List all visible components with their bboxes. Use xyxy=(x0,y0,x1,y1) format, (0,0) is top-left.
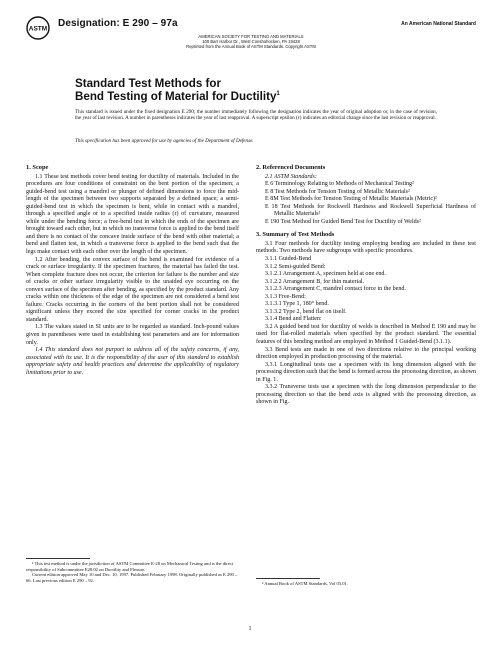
method-item: 3.1.2 Semi-guided Bend: xyxy=(265,263,326,270)
document-title xyxy=(75,77,435,103)
society-name: AMERICAN SOCIETY FOR TESTING AND MATERIALS xyxy=(198,34,304,39)
footnote-1: ¹ This test method is under the jurisdiction of ASTM Committee E-28 on Mechanical Testing and is the direct responsibility of Subcommittee E28.02 on Ductility and Flexure. xyxy=(26,561,234,572)
paragraph-1-4: 1.4 This standard does not purport to address all of the safety concerns, if any, associated with its use. It is the responsibility of the user of this standard to establish appropriate safety and health practices and determine the applicability of regulatory limitations prior to use. xyxy=(26,347,239,376)
title-line-1: Standard Test Methods for xyxy=(75,77,222,90)
method-item: 3.1.2.2 Arrangement B, for thin material. xyxy=(265,278,365,285)
summary-heading: 3. Summary of Test Methods xyxy=(256,231,335,239)
astm-logo-icon xyxy=(26,16,50,40)
footnote-right xyxy=(256,578,476,587)
astm-standards-label: 2.1 ASTM Standards: xyxy=(265,173,317,180)
footnote-rule xyxy=(256,578,320,579)
method-item: 3.1.2.3 Arrangement C, mandrel contact force in the bend. xyxy=(265,286,406,293)
paragraph-3-3: 3.3 Bend tests are made in one of two directions relative to the principal working direction employed in production processing of the material. xyxy=(256,346,476,361)
paragraph-3-3-2: 3.3.2 Transverse tests use a specimen with the long dimension perpendicular to the processing direction so that the bend axis is aligned with the processing direction, as shown in Fig. xyxy=(256,384,476,406)
scope-heading: 1. Scope xyxy=(26,164,49,171)
paragraph-1-1: 1.1 These test methods cover bend testing for ductility of materials. Included in the procedures are four conditions of constraint on the bent portion of the specimen; a guided-bend test using a mandrel or plunger of defined dimensions to force the mid-length of the specimen between two supports separated by a defined space; a semi-guided-bend test in which the specimen is bent, while in contact with a mandrel, through a specified angle or to a specified inside radius (r) of curvature, measured while under the bending force; a free-bend test in which the ends of the specimen are brought toward each other, but in which no transverse force is applied to the bend itself and there is no contact of the concave inside surface of the bend with other material; a bend and flatten test, in which a transverse force is applied to the bend such that the legs make contact with each other over the length of the specimen. xyxy=(26,173,239,256)
svg-text:ASTM: ASTM xyxy=(28,25,48,33)
method-item: 3.1.3.2 Type 2, bend flat on itself. xyxy=(265,308,347,315)
society-header xyxy=(108,34,394,50)
title-line-2: Bend Testing of Material for Ductility xyxy=(75,90,277,103)
reference-item: E 8 Test Methods for Tension Testing of Metallic Materials² xyxy=(265,188,410,195)
method-item: 3.1.3.1 Type 1, 180° bend. xyxy=(265,301,329,308)
reference-item: E 18 Test Methods for Rockwell Hardness and Rockwell Superficial Hardness of Metallic Materials² xyxy=(265,203,476,218)
method-item: 3.1.3 Free-Bend: xyxy=(265,293,306,300)
reprint-notice: Reprinted from the Annual Book of ASTM Standards. Copyright ASTM xyxy=(186,44,316,50)
method-item: 3.1.2.1 Arrangement A, specimen held at one end. xyxy=(265,271,386,278)
referenced-documents-heading: 2. Referenced Documents xyxy=(256,164,326,171)
title-footnote-mark: 1 xyxy=(276,91,280,98)
designation: Designation: E 290 – 97a xyxy=(58,18,178,29)
american-national-standard-label: An American National Standard xyxy=(401,21,476,27)
reference-item: E 190 Test Method for Guided Bend Test for Ductility of Welds² xyxy=(265,218,421,225)
approval-note: This specification has been approved for use by agencies of the Department of Defense. xyxy=(75,138,254,144)
page-number: 1 xyxy=(248,626,252,632)
footnote-1-edition: Current edition approved May 10 and Dec. 10, 1997. Published February 1998. Originally published as E 290 – 66. Last previous edition E 290 – 92. xyxy=(26,572,238,583)
paragraph-1-2: 1.2 After bending, the convex surface of the bend is examined for evidence of a crack or surface irregularity. If the specimen fractures, the material has failed the test. When complete fracture does not occur, the criterion for failure is the number and size of cracks or other surface irregularity visible to the unaided eye occurring on the convex surface of the specimen after bending, as specified by the product standard. Any cracks within one thickness of the edge of the specimen are not considered a bend test failure. Cracks occurring in the corners of the bent portion shall not be considered significant unless they exceed the size specified for corner cracks in the product standard. xyxy=(26,256,239,323)
society-address: 100 Barr Harbor Dr., West Conshohocken, PA 19428 xyxy=(202,39,300,45)
left-column xyxy=(26,164,239,377)
paragraph-1-3: 1.3 The values stated in SI units are to be regarded as standard. Inch-pound values given in parentheses were used in establishing test parameters and are for information only. xyxy=(26,324,239,346)
method-item: 3.1.1 Guided-Bend xyxy=(265,256,312,263)
paragraph-3-3-1: 3.3.1 Longitudinal tests use a specimen with its long dimension aligned with the processing direction such that the bend is formed across the processing direction, as shown in Fig. 1. xyxy=(256,361,476,383)
right-column xyxy=(256,164,476,407)
issuance-note: This standard is issued under the fixed designation E 290; the number immediately following the designation indicates the year of original adoption or, in the case of revision, the year of last revision. A number in parentheses indicates the year of last reapproval. A superscript epsilon (ε) indicates an editorial change since the last revision or reapproval. xyxy=(75,109,437,122)
method-item: 3.1.4 Bend and Flatten: xyxy=(265,316,322,323)
paragraph-3-1: 3.1 Four methods for ductility testing employing bending are included in these test methods. Two methods have subgroups with specific procedures. xyxy=(256,240,476,255)
footnote-left xyxy=(26,558,239,583)
paragraph-3-2: 3.2 A guided bend test for ductility of welds is described in Method E 190 and may be used for flat-rolled materials when specified by the product standard. The essential features of this bending method are employed in Method 1 Guided-Bend (3.1.1). xyxy=(256,323,476,346)
footnote-2: ² Annual Book of ASTM Standards, Vol 03.01. xyxy=(262,581,348,586)
reference-item: E 6 Terminology Relating to Methods of Mechanical Testing² xyxy=(265,181,414,188)
footnote-rule xyxy=(26,558,90,559)
reference-item: E 8M Test Methods for Tension Testing of Metallic Materials (Metric)² xyxy=(265,196,437,203)
